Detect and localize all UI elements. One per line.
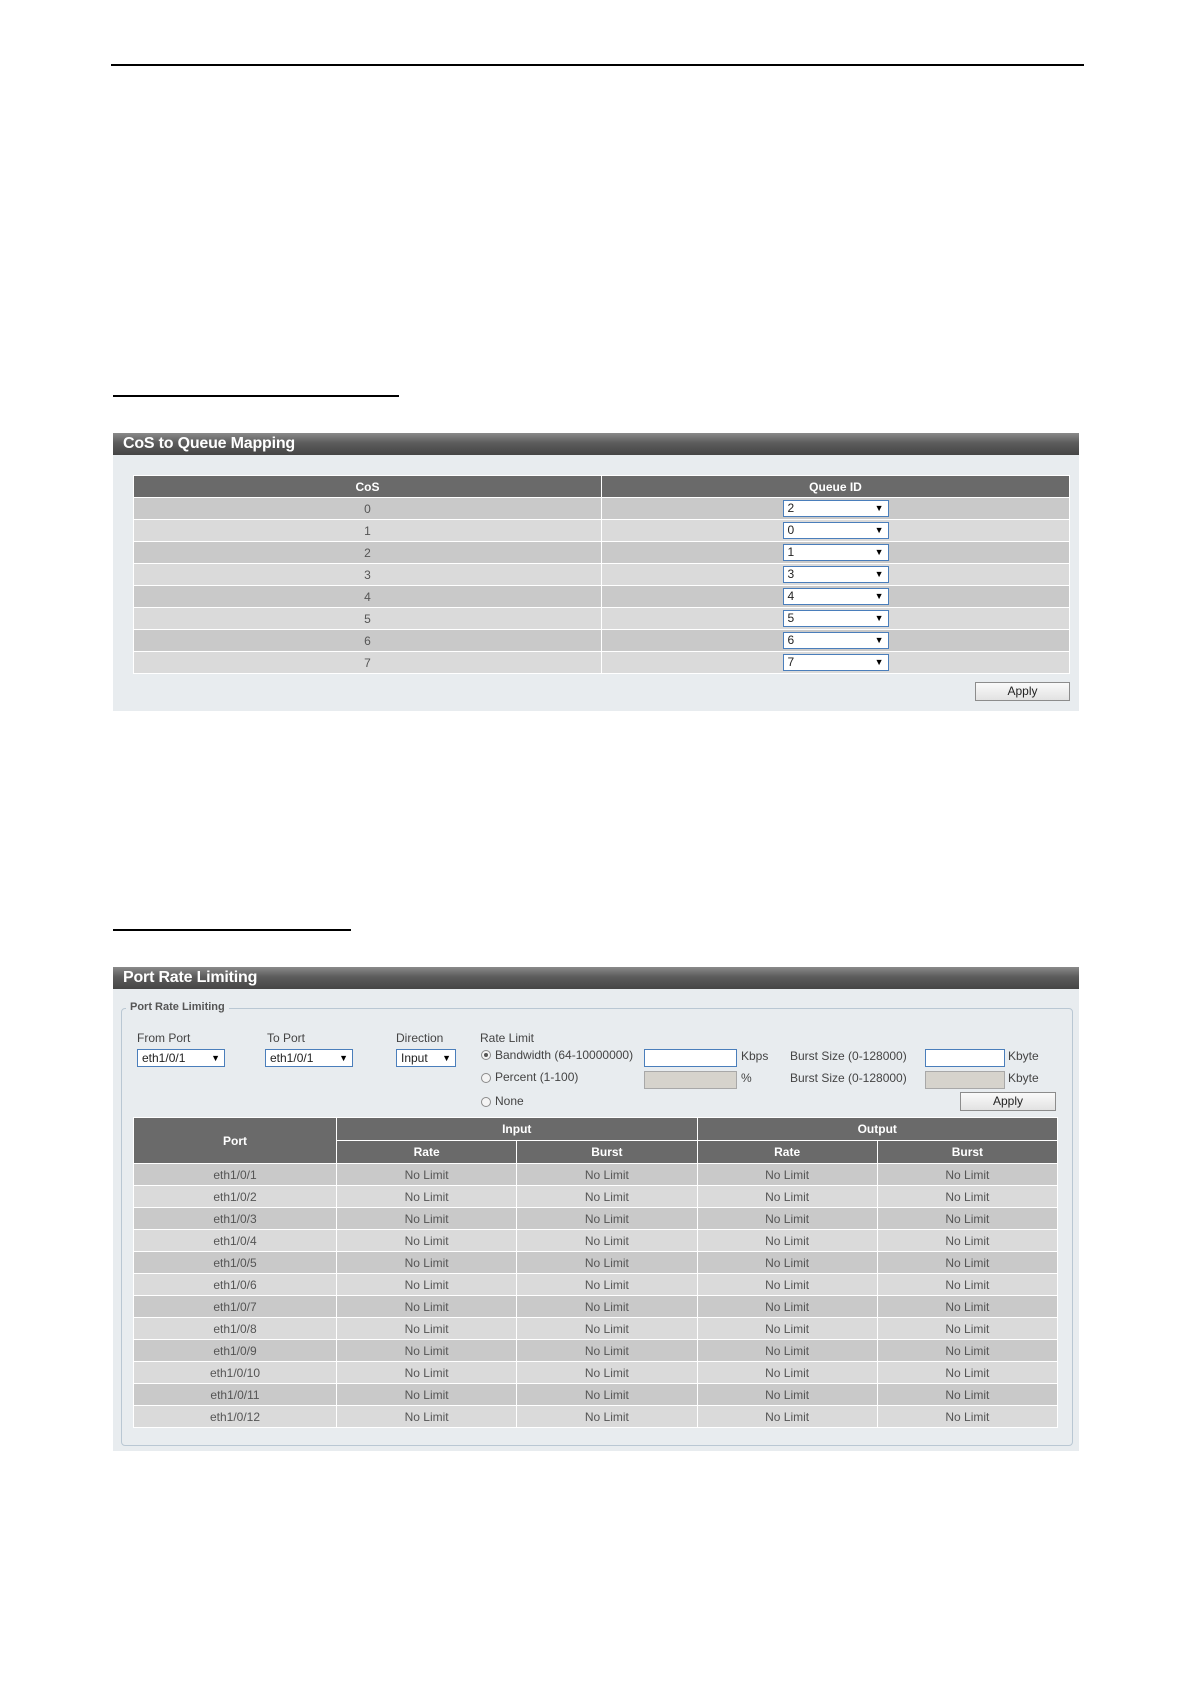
cos-value: 3 [134, 564, 602, 586]
table-row [134, 1186, 1058, 1208]
queue-id-cell [602, 608, 1070, 630]
column-header-input: Input [337, 1118, 698, 1141]
output-rate-cell: No Limit [697, 1230, 877, 1252]
port-rate-apply-button[interactable]: Apply [960, 1092, 1056, 1111]
queue-id-select[interactable] [783, 654, 889, 671]
table-row [134, 608, 1070, 630]
port-cell: eth1/0/8 [134, 1318, 337, 1340]
to-port-label: To Port [267, 1031, 306, 1045]
input-burst-cell: No Limit [517, 1340, 697, 1362]
chevron-down-icon: ▼ [874, 525, 884, 535]
to-port-value: eth1/0/1 [270, 1051, 314, 1065]
output-rate-cell: No Limit [697, 1340, 877, 1362]
percent-unit: % [741, 1071, 752, 1085]
input-rate-cell: No Limit [337, 1274, 517, 1296]
chevron-down-icon: ▼ [211, 1053, 220, 1063]
column-header-input-rate: Rate [337, 1141, 517, 1164]
output-rate-cell: No Limit [697, 1406, 877, 1428]
none-radio[interactable] [481, 1097, 491, 1107]
bandwidth-radio[interactable] [481, 1050, 491, 1060]
output-rate-cell: No Limit [697, 1164, 877, 1186]
column-header-queue-id: Queue ID [602, 476, 1070, 498]
output-rate-cell: No Limit [697, 1384, 877, 1406]
chevron-down-icon: ▼ [874, 569, 884, 579]
panel-title: CoS to Queue Mapping [113, 433, 1079, 455]
chevron-down-icon: ▼ [874, 503, 884, 513]
port-cell: eth1/0/7 [134, 1296, 337, 1318]
column-header-input-burst: Burst [517, 1141, 697, 1164]
output-burst-cell: No Limit [877, 1252, 1057, 1274]
input-burst-cell: No Limit [517, 1384, 697, 1406]
port-rate-table [133, 1117, 1058, 1428]
burst-size-input-bandwidth[interactable] [925, 1049, 1005, 1067]
table-row [134, 1296, 1058, 1318]
percent-input[interactable] [644, 1071, 737, 1089]
queue-id-value: 0 [787, 523, 795, 537]
rate-limit-label: Rate Limit [480, 1031, 535, 1045]
cos-value: 7 [134, 652, 602, 674]
page-header-rule [111, 64, 1084, 66]
queue-id-value: 5 [787, 611, 795, 625]
table-row [134, 1230, 1058, 1252]
output-burst-cell: No Limit [877, 1230, 1057, 1252]
port-cell: eth1/0/1 [134, 1164, 337, 1186]
from-port-value: eth1/0/1 [142, 1051, 186, 1065]
burst-size-input-percent[interactable] [925, 1071, 1005, 1089]
input-rate-cell: No Limit [337, 1362, 517, 1384]
table-row [134, 1406, 1058, 1428]
panel-title: Port Rate Limiting [113, 967, 1079, 989]
input-burst-cell: No Limit [517, 1318, 697, 1340]
burst-size-label-bandwidth: Burst Size (0-128000) [790, 1049, 907, 1063]
input-rate-cell: No Limit [337, 1384, 517, 1406]
port-cell: eth1/0/6 [134, 1274, 337, 1296]
queue-id-value: 2 [787, 501, 795, 515]
output-burst-cell: No Limit [877, 1296, 1057, 1318]
queue-id-cell [602, 630, 1070, 652]
cos-value: 0 [134, 498, 602, 520]
input-rate-cell: No Limit [337, 1164, 517, 1186]
queue-id-select[interactable] [783, 544, 889, 561]
port-cell: eth1/0/12 [134, 1406, 337, 1428]
table-row [134, 1384, 1058, 1406]
bandwidth-input[interactable] [644, 1049, 737, 1067]
bandwidth-unit: Kbps [741, 1049, 769, 1063]
queue-id-cell [602, 564, 1070, 586]
section-rule-cos [113, 395, 399, 397]
chevron-down-icon: ▼ [874, 613, 884, 623]
column-header-output-burst: Burst [877, 1141, 1057, 1164]
output-burst-cell: No Limit [877, 1208, 1057, 1230]
chevron-down-icon: ▼ [874, 547, 884, 557]
queue-id-select[interactable] [783, 522, 889, 539]
queue-id-cell [602, 498, 1070, 520]
input-rate-cell: No Limit [337, 1230, 517, 1252]
from-port-select[interactable] [137, 1049, 225, 1067]
output-rate-cell: No Limit [697, 1296, 877, 1318]
table-row [134, 1318, 1058, 1340]
queue-id-select[interactable] [783, 632, 889, 649]
port-cell: eth1/0/4 [134, 1230, 337, 1252]
cos-apply-button[interactable]: Apply [975, 682, 1070, 701]
queue-id-cell [602, 542, 1070, 564]
table-row [134, 498, 1070, 520]
queue-id-cell [602, 652, 1070, 674]
table-row [134, 586, 1070, 608]
fieldset-legend: Port Rate Limiting [126, 1001, 229, 1013]
output-burst-cell: No Limit [877, 1164, 1057, 1186]
queue-id-value: 7 [787, 655, 795, 669]
input-burst-cell: No Limit [517, 1164, 697, 1186]
table-row [134, 630, 1070, 652]
table-row [134, 1362, 1058, 1384]
chevron-down-icon: ▼ [874, 635, 884, 645]
percent-radio[interactable] [481, 1073, 491, 1083]
port-cell: eth1/0/5 [134, 1252, 337, 1274]
cos-value: 2 [134, 542, 602, 564]
output-burst-cell: No Limit [877, 1362, 1057, 1384]
input-rate-cell: No Limit [337, 1186, 517, 1208]
cos-value: 5 [134, 608, 602, 630]
table-row [134, 1340, 1058, 1362]
queue-id-value: 3 [787, 567, 795, 581]
chevron-down-icon: ▼ [874, 657, 884, 667]
output-rate-cell: No Limit [697, 1208, 877, 1230]
output-rate-cell: No Limit [697, 1362, 877, 1384]
input-burst-cell: No Limit [517, 1208, 697, 1230]
port-cell: eth1/0/9 [134, 1340, 337, 1362]
cos-queue-table [133, 475, 1070, 674]
direction-value: Input [401, 1051, 428, 1065]
cos-value: 6 [134, 630, 602, 652]
chevron-down-icon: ▼ [874, 591, 884, 601]
output-rate-cell: No Limit [697, 1186, 877, 1208]
input-rate-cell: No Limit [337, 1340, 517, 1362]
queue-id-select[interactable] [783, 610, 889, 627]
port-cell: eth1/0/2 [134, 1186, 337, 1208]
input-burst-cell: No Limit [517, 1230, 697, 1252]
table-row [134, 1252, 1058, 1274]
direction-select[interactable] [396, 1049, 456, 1067]
input-burst-cell: No Limit [517, 1186, 697, 1208]
input-rate-cell: No Limit [337, 1406, 517, 1428]
port-cell: eth1/0/10 [134, 1362, 337, 1384]
bandwidth-label: Bandwidth (64-10000000) [495, 1048, 634, 1062]
to-port-select[interactable] [265, 1049, 353, 1067]
queue-id-value: 1 [787, 545, 795, 559]
table-row [134, 652, 1070, 674]
queue-id-select[interactable] [783, 588, 889, 605]
column-header-port: Port [134, 1118, 337, 1164]
chevron-down-icon: ▼ [442, 1053, 451, 1063]
cos-value: 4 [134, 586, 602, 608]
chevron-down-icon: ▼ [339, 1053, 348, 1063]
output-burst-cell: No Limit [877, 1318, 1057, 1340]
queue-id-cell [602, 520, 1070, 542]
input-rate-cell: No Limit [337, 1318, 517, 1340]
cos-value: 1 [134, 520, 602, 542]
burst-size-label-percent: Burst Size (0-128000) [790, 1071, 907, 1085]
input-burst-cell: No Limit [517, 1252, 697, 1274]
queue-id-select[interactable] [783, 500, 889, 517]
input-burst-cell: No Limit [517, 1406, 697, 1428]
output-burst-cell: No Limit [877, 1384, 1057, 1406]
section-rule-port-rate [113, 929, 351, 931]
output-rate-cell: No Limit [697, 1252, 877, 1274]
output-burst-cell: No Limit [877, 1340, 1057, 1362]
queue-id-cell [602, 586, 1070, 608]
percent-label: Percent (1-100) [495, 1070, 579, 1084]
table-row [134, 1208, 1058, 1230]
table-row [134, 1164, 1058, 1186]
burst-unit-bandwidth: Kbyte [1008, 1049, 1039, 1063]
input-burst-cell: No Limit [517, 1296, 697, 1318]
column-header-output-rate: Rate [697, 1141, 877, 1164]
output-rate-cell: No Limit [697, 1318, 877, 1340]
output-burst-cell: No Limit [877, 1274, 1057, 1296]
input-rate-cell: No Limit [337, 1208, 517, 1230]
table-row [134, 1274, 1058, 1296]
none-label: None [495, 1094, 524, 1108]
queue-id-value: 6 [787, 633, 795, 647]
input-burst-cell: No Limit [517, 1274, 697, 1296]
port-cell: eth1/0/3 [134, 1208, 337, 1230]
burst-unit-percent: Kbyte [1008, 1071, 1039, 1085]
table-row [134, 542, 1070, 564]
from-port-label: From Port [137, 1031, 191, 1045]
table-row [134, 520, 1070, 542]
direction-label: Direction [396, 1031, 444, 1045]
input-rate-cell: No Limit [337, 1252, 517, 1274]
queue-id-select[interactable] [783, 566, 889, 583]
input-rate-cell: No Limit [337, 1296, 517, 1318]
output-rate-cell: No Limit [697, 1274, 877, 1296]
column-header-cos: CoS [134, 476, 602, 498]
output-burst-cell: No Limit [877, 1406, 1057, 1428]
port-cell: eth1/0/11 [134, 1384, 337, 1406]
input-burst-cell: No Limit [517, 1362, 697, 1384]
column-header-output: Output [697, 1118, 1058, 1141]
queue-id-value: 4 [787, 589, 795, 603]
table-row [134, 564, 1070, 586]
output-burst-cell: No Limit [877, 1186, 1057, 1208]
